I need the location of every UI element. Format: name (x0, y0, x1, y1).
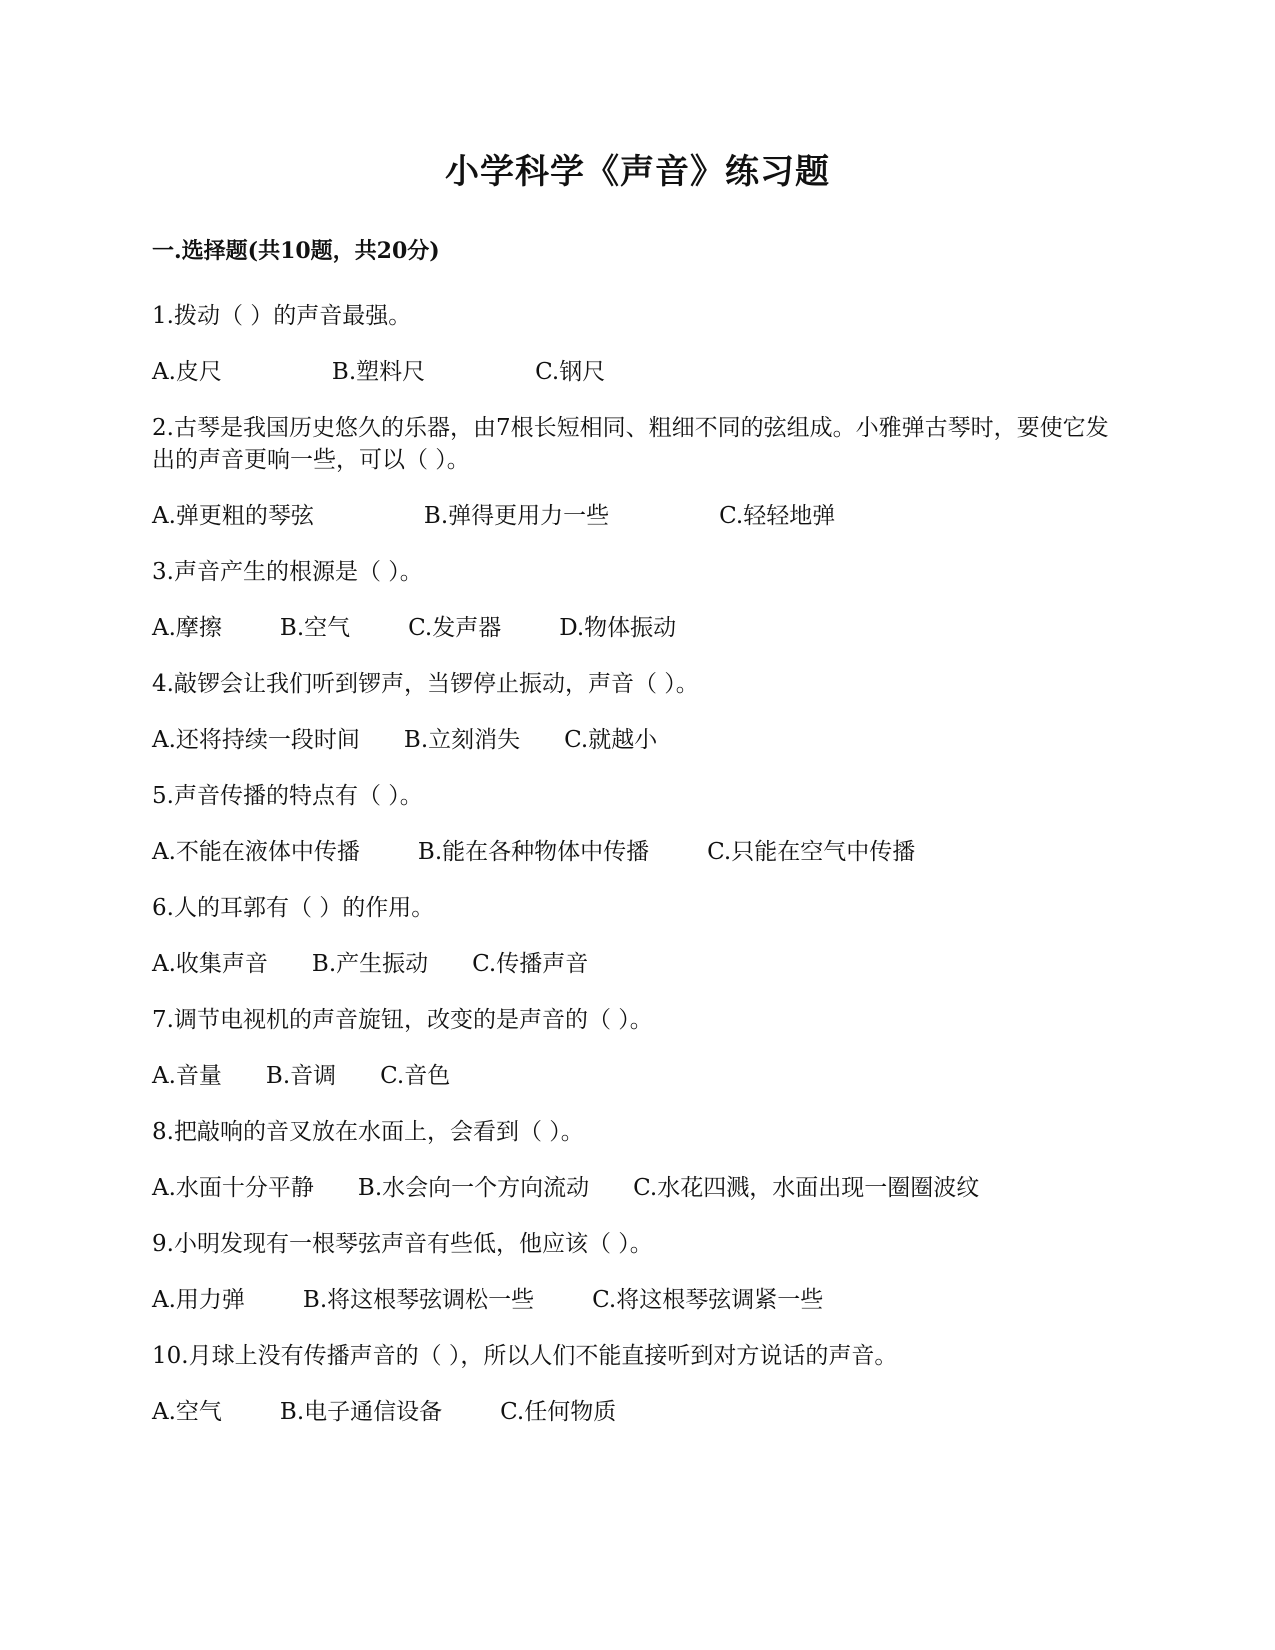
question-10 (152, 1340, 1112, 1428)
question-list (152, 300, 1112, 1452)
question-9 (152, 1228, 1112, 1316)
question-stem: 4.敲锣会让我们听到锣声，当锣停止振动，声音（ ）。 (152, 671, 699, 697)
option-b: B.产生振动 (311, 951, 429, 977)
question-stem: 8.把敲响的音叉放在水面上，会看到（ ）。 (152, 1119, 584, 1145)
option-a: A.用力弹 (152, 1287, 245, 1313)
option-b: B.弹得更用力一些 (423, 503, 610, 529)
option-a: A.音量 (152, 1063, 222, 1089)
option-b: B.音调 (265, 1063, 337, 1089)
option-c: C.传播声音 (472, 951, 589, 977)
question-3 (152, 556, 1112, 644)
option-c: C.任何物质 (500, 1399, 617, 1425)
section-heading: 一.选择题(共10题，共20分) (152, 238, 440, 264)
option-row (152, 612, 1112, 644)
option-row (152, 724, 1112, 756)
question-8 (152, 1116, 1112, 1204)
question-stem: 5.声音传播的特点有（ ）。 (152, 783, 423, 809)
option-row (152, 356, 1112, 388)
option-row (152, 836, 1112, 868)
question-stem: 7.调节电视机的声音旋钮，改变的是声音的（ ）。 (152, 1007, 653, 1033)
question-5 (152, 780, 1112, 868)
option-row (152, 1172, 1112, 1204)
option-c: C.轻轻地弹 (719, 503, 836, 529)
question-4 (152, 668, 1112, 756)
option-b: B.能在各种物体中传播 (417, 839, 650, 865)
option-b: B.电子通信设备 (279, 1399, 443, 1425)
option-d: D.物体振动 (559, 615, 677, 641)
question-stem: 2.古琴是我国历史悠久的乐器，由7根长短相同、粗细不同的弦组成。小雅弹古琴时，要使它发出的声音更响一些，可以（ ）。 (152, 415, 1109, 473)
option-c: C.就越小 (564, 727, 658, 753)
option-b: B.立刻消失 (403, 727, 521, 753)
question-1 (152, 300, 1112, 388)
option-c: C.只能在空气中传播 (707, 839, 916, 865)
option-c: C.钢尺 (535, 359, 606, 385)
option-a: A.摩擦 (152, 615, 222, 641)
question-6 (152, 892, 1112, 980)
option-a: A.弹更粗的琴弦 (152, 503, 314, 529)
question-stem: 3.声音产生的根源是（ ）。 (152, 559, 423, 585)
question-stem: 10.月球上没有传播声音的（ ），所以人们不能直接听到对方说话的声音。 (152, 1343, 898, 1369)
option-a: A.空气 (152, 1399, 222, 1425)
option-a: A.还将持续一段时间 (152, 727, 360, 753)
option-c: C.将这根琴弦调紧一些 (592, 1287, 824, 1313)
question-2 (152, 412, 1112, 532)
option-c: C.音色 (380, 1063, 451, 1089)
option-c: C.发声器 (408, 615, 502, 641)
option-a: A.不能在液体中传播 (152, 839, 360, 865)
option-row (152, 948, 1112, 980)
option-row (152, 1284, 1112, 1316)
page-title: 小学科学《声音》练习题 (445, 152, 830, 192)
question-stem: 1.拨动（ ）的声音最强。 (152, 303, 412, 329)
option-row (152, 500, 1112, 532)
question-7 (152, 1004, 1112, 1092)
question-stem: 9.小明发现有一根琴弦声音有些低，他应该（ ）。 (152, 1231, 653, 1257)
option-a: A.收集声音 (152, 951, 268, 977)
option-a: A.皮尺 (152, 359, 222, 385)
option-a: A.水面十分平静 (152, 1175, 314, 1201)
question-stem: 6.人的耳郭有（ ）的作用。 (152, 895, 435, 921)
option-row (152, 1060, 1112, 1092)
option-c: C.水花四溅，水面出现一圈圈波纹 (633, 1175, 980, 1201)
option-b: B.空气 (279, 615, 351, 641)
option-row (152, 1396, 1112, 1428)
option-b: B.水会向一个方向流动 (357, 1175, 590, 1201)
option-b: B.将这根琴弦调松一些 (302, 1287, 535, 1313)
option-b: B.塑料尺 (331, 359, 426, 385)
